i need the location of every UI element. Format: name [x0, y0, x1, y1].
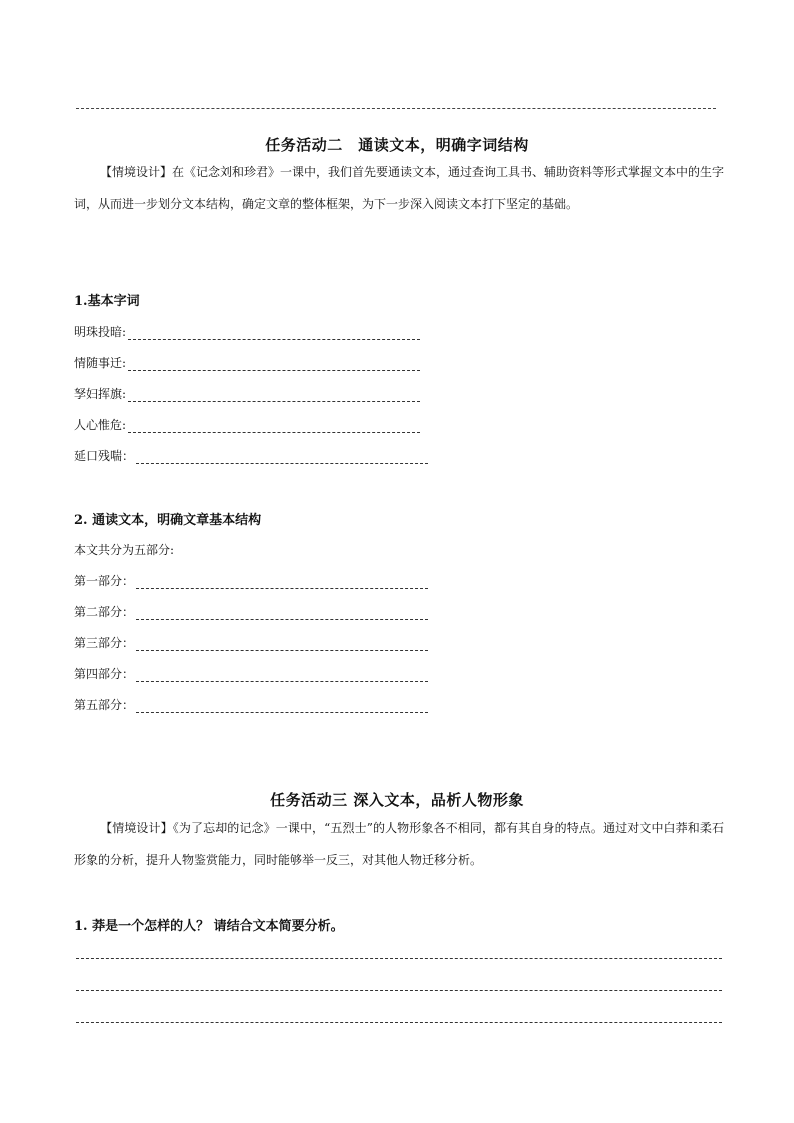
part-row [74, 665, 428, 682]
vocab-label: 人心惟危: [74, 418, 127, 432]
part-row [74, 634, 428, 651]
part-row [74, 696, 428, 713]
vocab-row [74, 447, 428, 464]
vocab-answer-blank[interactable] [136, 451, 428, 464]
vocab-row [74, 354, 420, 371]
part-answer-blank[interactable] [136, 700, 428, 713]
vocab-label: 延口残喘： [74, 449, 135, 463]
task2-title: 任务活动二 通读文本，明确字词结构 [265, 136, 529, 154]
part-label: 第五部分： [74, 698, 135, 712]
part-answer-blank[interactable] [136, 576, 428, 589]
answer-line[interactable] [76, 958, 722, 959]
vocab-row [74, 323, 420, 340]
task2-intro [74, 156, 724, 220]
vocab-answer-blank[interactable] [128, 389, 420, 402]
structure-intro: 本文共分为五部分: [74, 543, 175, 557]
section1-title: 1.基本字词 [74, 294, 140, 309]
part-answer-blank[interactable] [136, 607, 428, 620]
task2-intro-text: 【情境设计】在《记念刘和珍君》一课中，我们首先要通读文本，通过查询工具书、辅助资料等形式掌握文本中的生字词，从而进一步划分文本结构，确定文章的整体框架，为下一步深入阅读文本打下坚定的基础。 [74, 165, 725, 211]
vocab-row [74, 385, 420, 402]
part-label: 第四部分： [74, 667, 135, 681]
vocab-answer-blank[interactable] [128, 327, 420, 340]
task3-intro [74, 812, 724, 876]
answer-line[interactable] [76, 1022, 722, 1023]
part-label: 第三部分： [74, 636, 135, 650]
vocab-row [74, 416, 420, 433]
vocab-answer-blank[interactable] [128, 358, 420, 371]
part-label: 第一部分： [74, 574, 135, 588]
section2-title: 2. 通读文本，明确文章基本结构 [74, 513, 262, 528]
part-row [74, 603, 428, 620]
part-label: 第二部分： [74, 605, 135, 619]
question1: 1. 莽是一个怎样的人？ 请结合文本简要分析。 [74, 919, 344, 934]
task3-title: 任务活动三 深入文本，品析人物形象 [270, 791, 524, 809]
vocab-answer-blank[interactable] [128, 420, 420, 433]
task3-intro-text: 【情境设计】《为了忘却的记念》一课中，“五烈士”的人物形象各不相同，都有其自身的特点。通过对文中白莽和柔石形象的分析，提升人物鉴赏能力，同时能够举一反三，对其他人物迁移分析。 [74, 821, 724, 867]
top-divider [76, 108, 716, 109]
part-row [74, 572, 428, 589]
part-answer-blank[interactable] [136, 669, 428, 682]
vocab-label: 明珠投暗: [74, 325, 127, 339]
answer-line[interactable] [76, 990, 722, 991]
vocab-label: 孥妇挥旗: [74, 387, 127, 401]
vocab-label: 情随事迁: [74, 356, 127, 370]
part-answer-blank[interactable] [136, 638, 428, 651]
